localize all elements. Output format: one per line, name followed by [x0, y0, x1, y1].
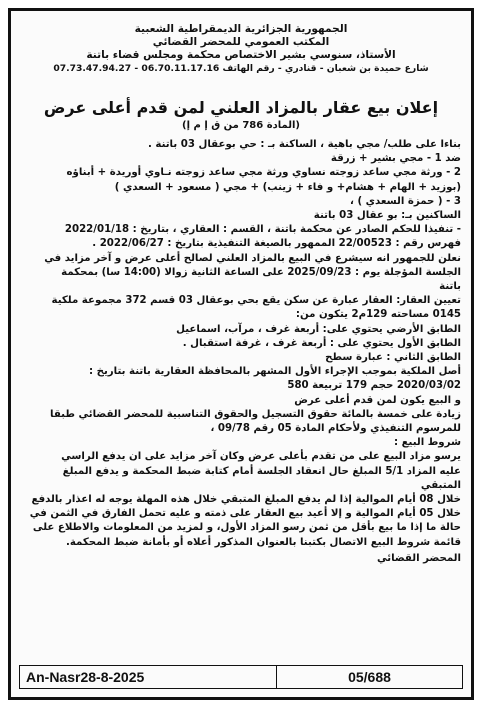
body-line: 3 - ( حمزة السعدي ) ،	[350, 195, 461, 207]
article-reference: (المادة 786 من ق إ م إ)	[182, 120, 300, 131]
body-line: يرسو مزاد البيع على من تقدم بأعلى عرض وكان آخر مزايد على ان يدفع الراسي	[61, 451, 461, 463]
bailiff-name: الأستاذ، سنوسي بشير الاختصاص محكمة ومجلس قضاء باتنة	[86, 49, 396, 61]
body-line: الطابق الأول يحتوي على : أربعة غرف ، غرفة استقبال .	[182, 337, 461, 349]
body-line: نعلن للجمهور انه سيشرع في البيع بالمزاد العلني لصالح أعلى عرض و آخر مزايد في	[44, 252, 461, 264]
reference-number: 05/688	[348, 669, 391, 685]
body-line: ضد 1 - مجي بشير + زرقة	[330, 153, 461, 165]
body-line: خلال 05 أيام الموالية و إلا أعيد بيع العقار على ذمته و عليه تحمل الفارق في الثمن في	[29, 508, 461, 520]
body-line: عليه المزاد 5/1 المبلغ حال انعقاد الجلسة أمام كتابة ضبط المحكمة و يدفع المبلغ المتبقي	[62, 465, 461, 491]
body-line: بناءا على طلب/ مجي باهية ، الساكنة بـ : حي بوعقال 03 باتنة .	[147, 139, 461, 150]
body-line: أصل الملكية بموجب الإجراء الأول المشهر بالمحافظة العقارية باتنة بتاريخ :	[89, 366, 461, 378]
body-line: قائمة شروط البيع الاتصال بكتبنا بالعنوان المذكور أعلاه أو بأمانة ضبط المحكمة.	[65, 536, 461, 548]
body-line: الطابق الثاني : عبارة سطح	[325, 352, 461, 364]
office-address: شارع حميدة بن شعبان - قنادري - رقم الهاتف 06.70.11.17.16 - 07.73.47.94.27	[53, 63, 429, 74]
notice-frame	[8, 8, 474, 700]
body-line: فهرس رقم : 22/00523 الممهور بالصيغة التنفيذية بتاريخ : 2022/06/27 .	[92, 238, 461, 250]
body-line: باتنة	[439, 281, 461, 293]
body-line: - تنفيذا للحكم الصادر عن محكمة باتنة ، القسم : العقاري ، بتاريخ : 2022/01/18	[64, 224, 461, 236]
office-name: المكتب العمومي للمحضر القضائي	[152, 36, 330, 48]
newspaper-date: An-Nasr28-8-2025	[20, 666, 277, 688]
letterhead	[21, 23, 461, 75]
body-line: تعيين العقار: العقار عبارة عن سكن يقع بحي بوعقال 03 قسم 372 مجموعة ملكية	[51, 295, 461, 307]
body-line: الجلسة المؤجلة يوم : 2025/09/23 على الساعة الثانية زوالا (14:00 سا) بمحكمة	[61, 266, 461, 278]
notice-body	[21, 138, 461, 550]
body-line: 2 - ورثة مجي ساعد زوجته نساوي ورثة مجي ساعد زوجته نـاوي أوريدة + أبناؤه	[66, 167, 461, 179]
notice-content	[21, 23, 461, 643]
body-line: (بوزيد + الهام + هشام+ و فاء + زينب) + مجي ( مسعود + السعدي )	[114, 181, 461, 193]
body-line: الطابق الأرضي يحتوي على: أربعة غرف ، مرآب، اسماعيل	[176, 323, 461, 335]
body-line: شروط البيع :	[393, 437, 461, 449]
publication-footer	[19, 665, 463, 689]
body-line: الساكنين بـ: بو عقال 03 باتنة	[313, 210, 461, 222]
body-line: زيادة على خمسة بالمائة حقوق التسجيل والحقوق التناسبية للمحضر القضائي طبقا	[50, 408, 461, 420]
body-line: خلال 08 أيام الموالية إذا لم يدفع المبلغ المتبقي خلال هذه المهلة يوجه له اعذار بالدفع	[31, 494, 461, 506]
body-line: و البيع يكون لمن قدم أعلى عرض	[294, 394, 461, 406]
body-line: 0145 مساحته 129م2 يتكون من:	[295, 309, 461, 321]
notice-title: إعلان بيع عقار بالمزاد العلني لمن قدم أعلى عرض	[43, 98, 439, 117]
republic-name: الجمهورية الجزائرية الديمقراطية الشعبية	[134, 23, 348, 35]
body-line: 2020/03/02 حجم 179 تربيعة 580	[287, 380, 461, 392]
signoff: المحضر القضائي	[376, 552, 461, 564]
body-line: حالة ما إذا ما بيع بأقل من ثمن رسو المزاد الأول، و لمزيد من المعلومات والاطلاع على	[32, 522, 461, 534]
body-line: للمرسوم التنفيذي ولأحكام المادة 05 رقم 09/78 ،	[210, 423, 461, 435]
